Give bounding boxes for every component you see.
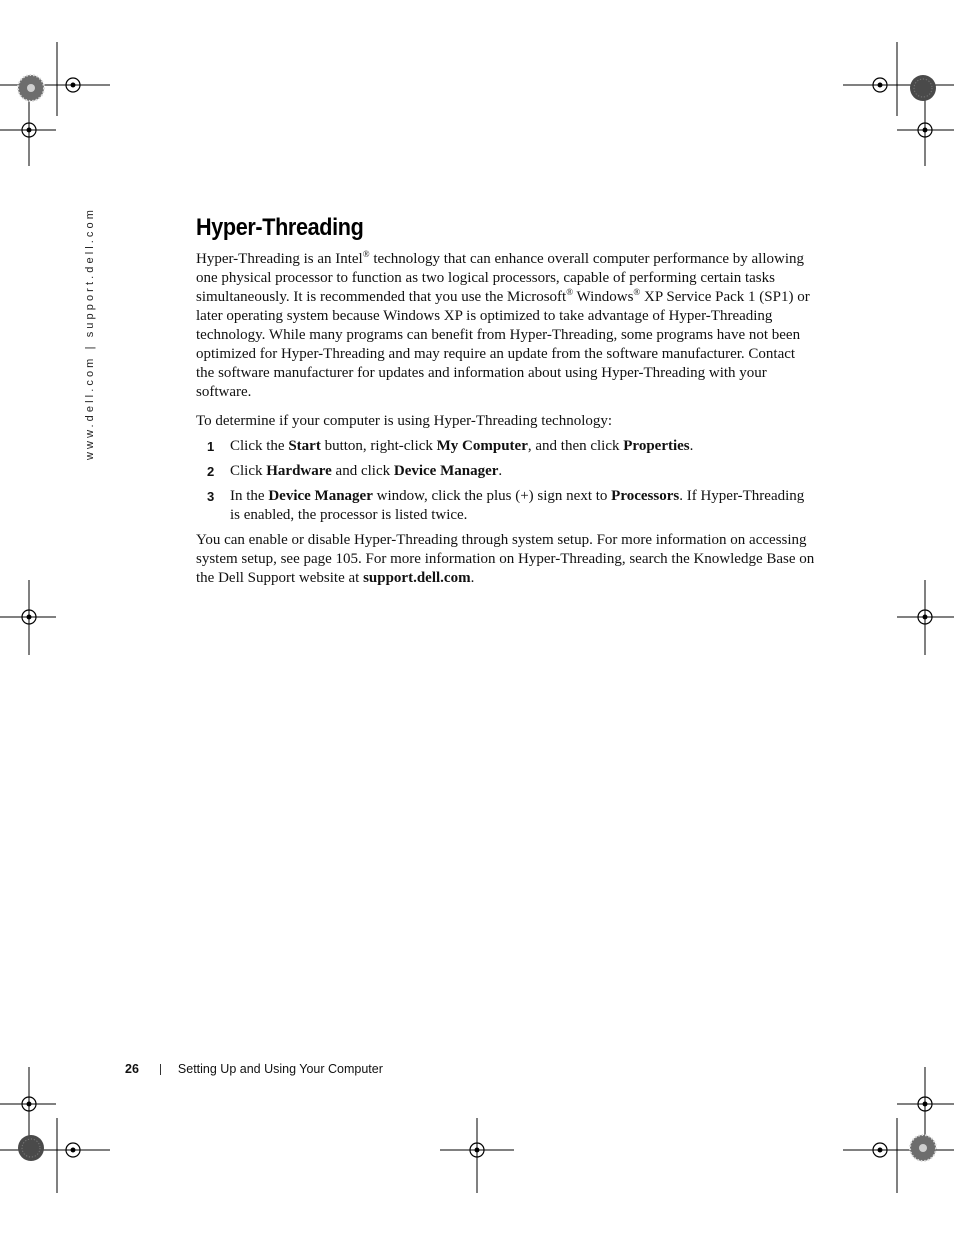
- step-number: 3: [207, 489, 215, 504]
- side-url: www.dell.com | support.dell.com: [84, 206, 96, 460]
- footer-section-title: Setting Up and Using Your Computer: [177, 1062, 383, 1076]
- steps-list: [196, 437, 816, 525]
- intro-paragraph: [196, 250, 816, 402]
- ui-term-processors: Processors: [611, 488, 680, 504]
- footer-separator: [160, 1064, 161, 1075]
- ui-term-my-computer: My Computer: [436, 438, 528, 454]
- intro-text-3: Windows: [573, 289, 634, 305]
- ui-term-properties: Properties: [623, 438, 690, 454]
- registered-mark: ®: [362, 249, 370, 259]
- lead-paragraph: To determine if your computer is using Hyper-Threading technology:: [196, 413, 613, 429]
- page-footer: [125, 1062, 383, 1076]
- ui-term-hardware: Hardware: [266, 463, 332, 479]
- step-1: 1 Click the Start button, right-click My Computer, and then click Properties.: [207, 438, 694, 454]
- main-content: [196, 214, 816, 588]
- support-link[interactable]: support.dell.com: [363, 570, 471, 586]
- ui-term-start: Start: [288, 438, 321, 454]
- intro-text-2: technology that can enhance overall computer performance by allowing one physical processor to function as two logical processors, capable of performing certain tasks simultaneously. It is recommended that you use the Microsoft: [196, 251, 804, 305]
- page-title: Hyper-Threading: [196, 214, 364, 241]
- ui-term-device-manager: Device Manager: [393, 463, 499, 479]
- step-2: 2 Click Hardware and click Device Manager.: [207, 463, 503, 479]
- intro-text-4: XP Service Pack 1 (SP1) or later operating system because Windows XP is optimized to take advantage of Hyper-Threading technology. While many programs can benefit from Hyper-Threading, some programs have not been optimized for Hyper-Threading and may require an update from the software manufacturer. Contact the software manufacturer for updates and information about using Hyper-Threading with your software.: [196, 289, 810, 400]
- step-3: 3 In the Device Manager window, click the plus (+) sign next to Processors. If Hyper-Threading is enabled, the processor is listed twice.: [207, 488, 805, 523]
- ui-term-device-manager: Device Manager: [268, 488, 373, 504]
- intro-text-1: Hyper-Threading is an Intel: [196, 251, 363, 267]
- page-number: 26: [125, 1062, 139, 1076]
- step-number: 2: [207, 464, 215, 479]
- step-number: 1: [207, 439, 215, 454]
- registered-mark: ®: [566, 287, 574, 297]
- registered-mark: ®: [633, 287, 641, 297]
- closing-paragraph: You can enable or disable Hyper-Threading through system setup. For more information on accessing system setup, see page 105. For more information on Hyper-Threading, search the Knowledge Base on the Dell Support website at support.dell.com.: [196, 532, 815, 586]
